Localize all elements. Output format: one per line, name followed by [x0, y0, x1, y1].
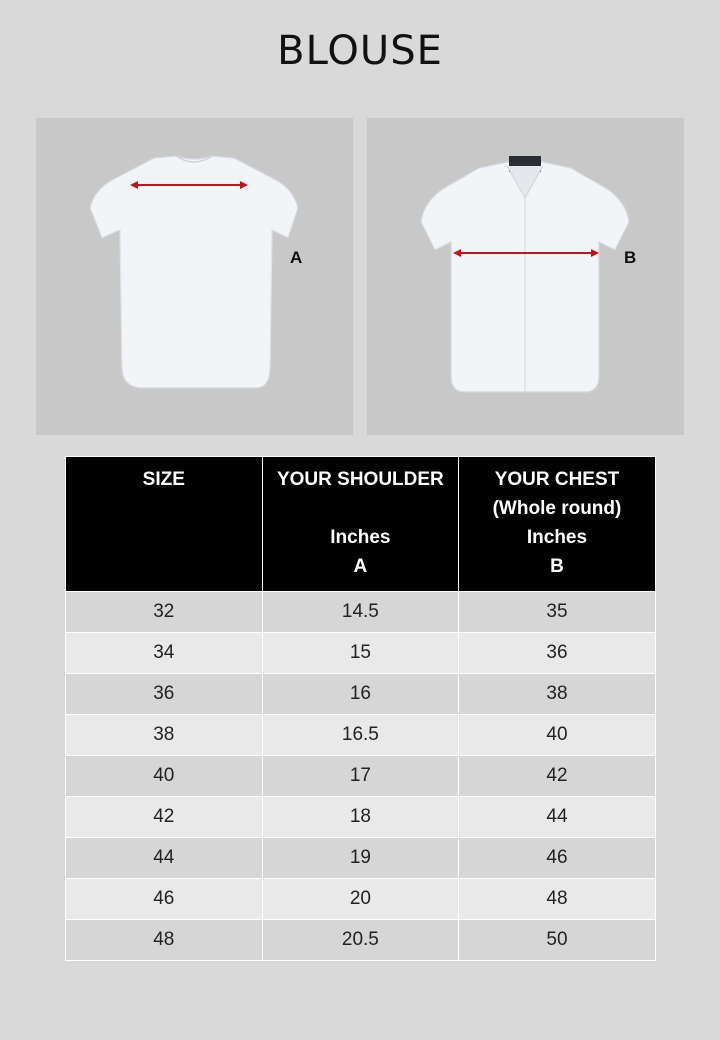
cell-shoulder: 20 — [262, 879, 459, 920]
cell-size: 44 — [66, 838, 263, 879]
blouse-front-photo — [367, 118, 684, 435]
header-chest-title: YOUR CHEST — [494, 469, 620, 490]
cell-chest: 50 — [459, 920, 656, 961]
header-chest-marker: B — [550, 556, 564, 577]
cell-chest: 48 — [459, 879, 656, 920]
cell-shoulder: 15 — [262, 633, 459, 674]
cell-shoulder: 14.5 — [262, 592, 459, 633]
cell-shoulder: 16.5 — [262, 715, 459, 756]
cell-size: 40 — [66, 756, 263, 797]
cell-shoulder: 16 — [262, 674, 459, 715]
cell-shoulder: 19 — [262, 838, 459, 879]
header-shoulder-unit: Inches — [330, 527, 391, 548]
size-chart-table — [65, 456, 656, 961]
table-row — [66, 633, 656, 674]
table-header-row — [66, 457, 656, 592]
header-shoulder-title: YOUR SHOULDER — [276, 469, 444, 490]
cell-shoulder: 20.5 — [262, 920, 459, 961]
page-title: BLOUSE — [277, 28, 443, 74]
cell-size: 36 — [66, 674, 263, 715]
cell-size: 38 — [66, 715, 263, 756]
cell-chest: 46 — [459, 838, 656, 879]
cell-size: 42 — [66, 797, 263, 838]
cell-chest: 35 — [459, 592, 656, 633]
header-shoulder-marker: A — [353, 556, 368, 577]
table-row — [66, 674, 656, 715]
table-row — [66, 797, 656, 838]
cell-chest: 42 — [459, 756, 656, 797]
cell-size: 32 — [66, 592, 263, 633]
cell-chest: 36 — [459, 633, 656, 674]
table-row — [66, 920, 656, 961]
header-size: SIZE — [66, 457, 263, 592]
cell-chest: 40 — [459, 715, 656, 756]
header-chest-note: (Whole round) — [492, 498, 622, 519]
table-row — [66, 715, 656, 756]
table-row — [66, 838, 656, 879]
header-chest — [459, 457, 656, 592]
cell-shoulder: 18 — [262, 797, 459, 838]
marker-b: B — [624, 248, 637, 267]
header-shoulder — [262, 457, 459, 592]
cell-shoulder: 17 — [262, 756, 459, 797]
cell-chest: 44 — [459, 797, 656, 838]
cell-size: 46 — [66, 879, 263, 920]
table-row — [66, 592, 656, 633]
cell-chest: 38 — [459, 674, 656, 715]
marker-a: A — [290, 248, 303, 267]
cell-size: 48 — [66, 920, 263, 961]
header-chest-unit: Inches — [526, 527, 588, 548]
blouse-front-illustration — [367, 118, 684, 435]
cell-size: 34 — [66, 633, 263, 674]
table-row — [66, 756, 656, 797]
blouse-back-illustration — [36, 118, 353, 435]
blouse-back-photo — [36, 118, 353, 435]
table-row — [66, 879, 656, 920]
